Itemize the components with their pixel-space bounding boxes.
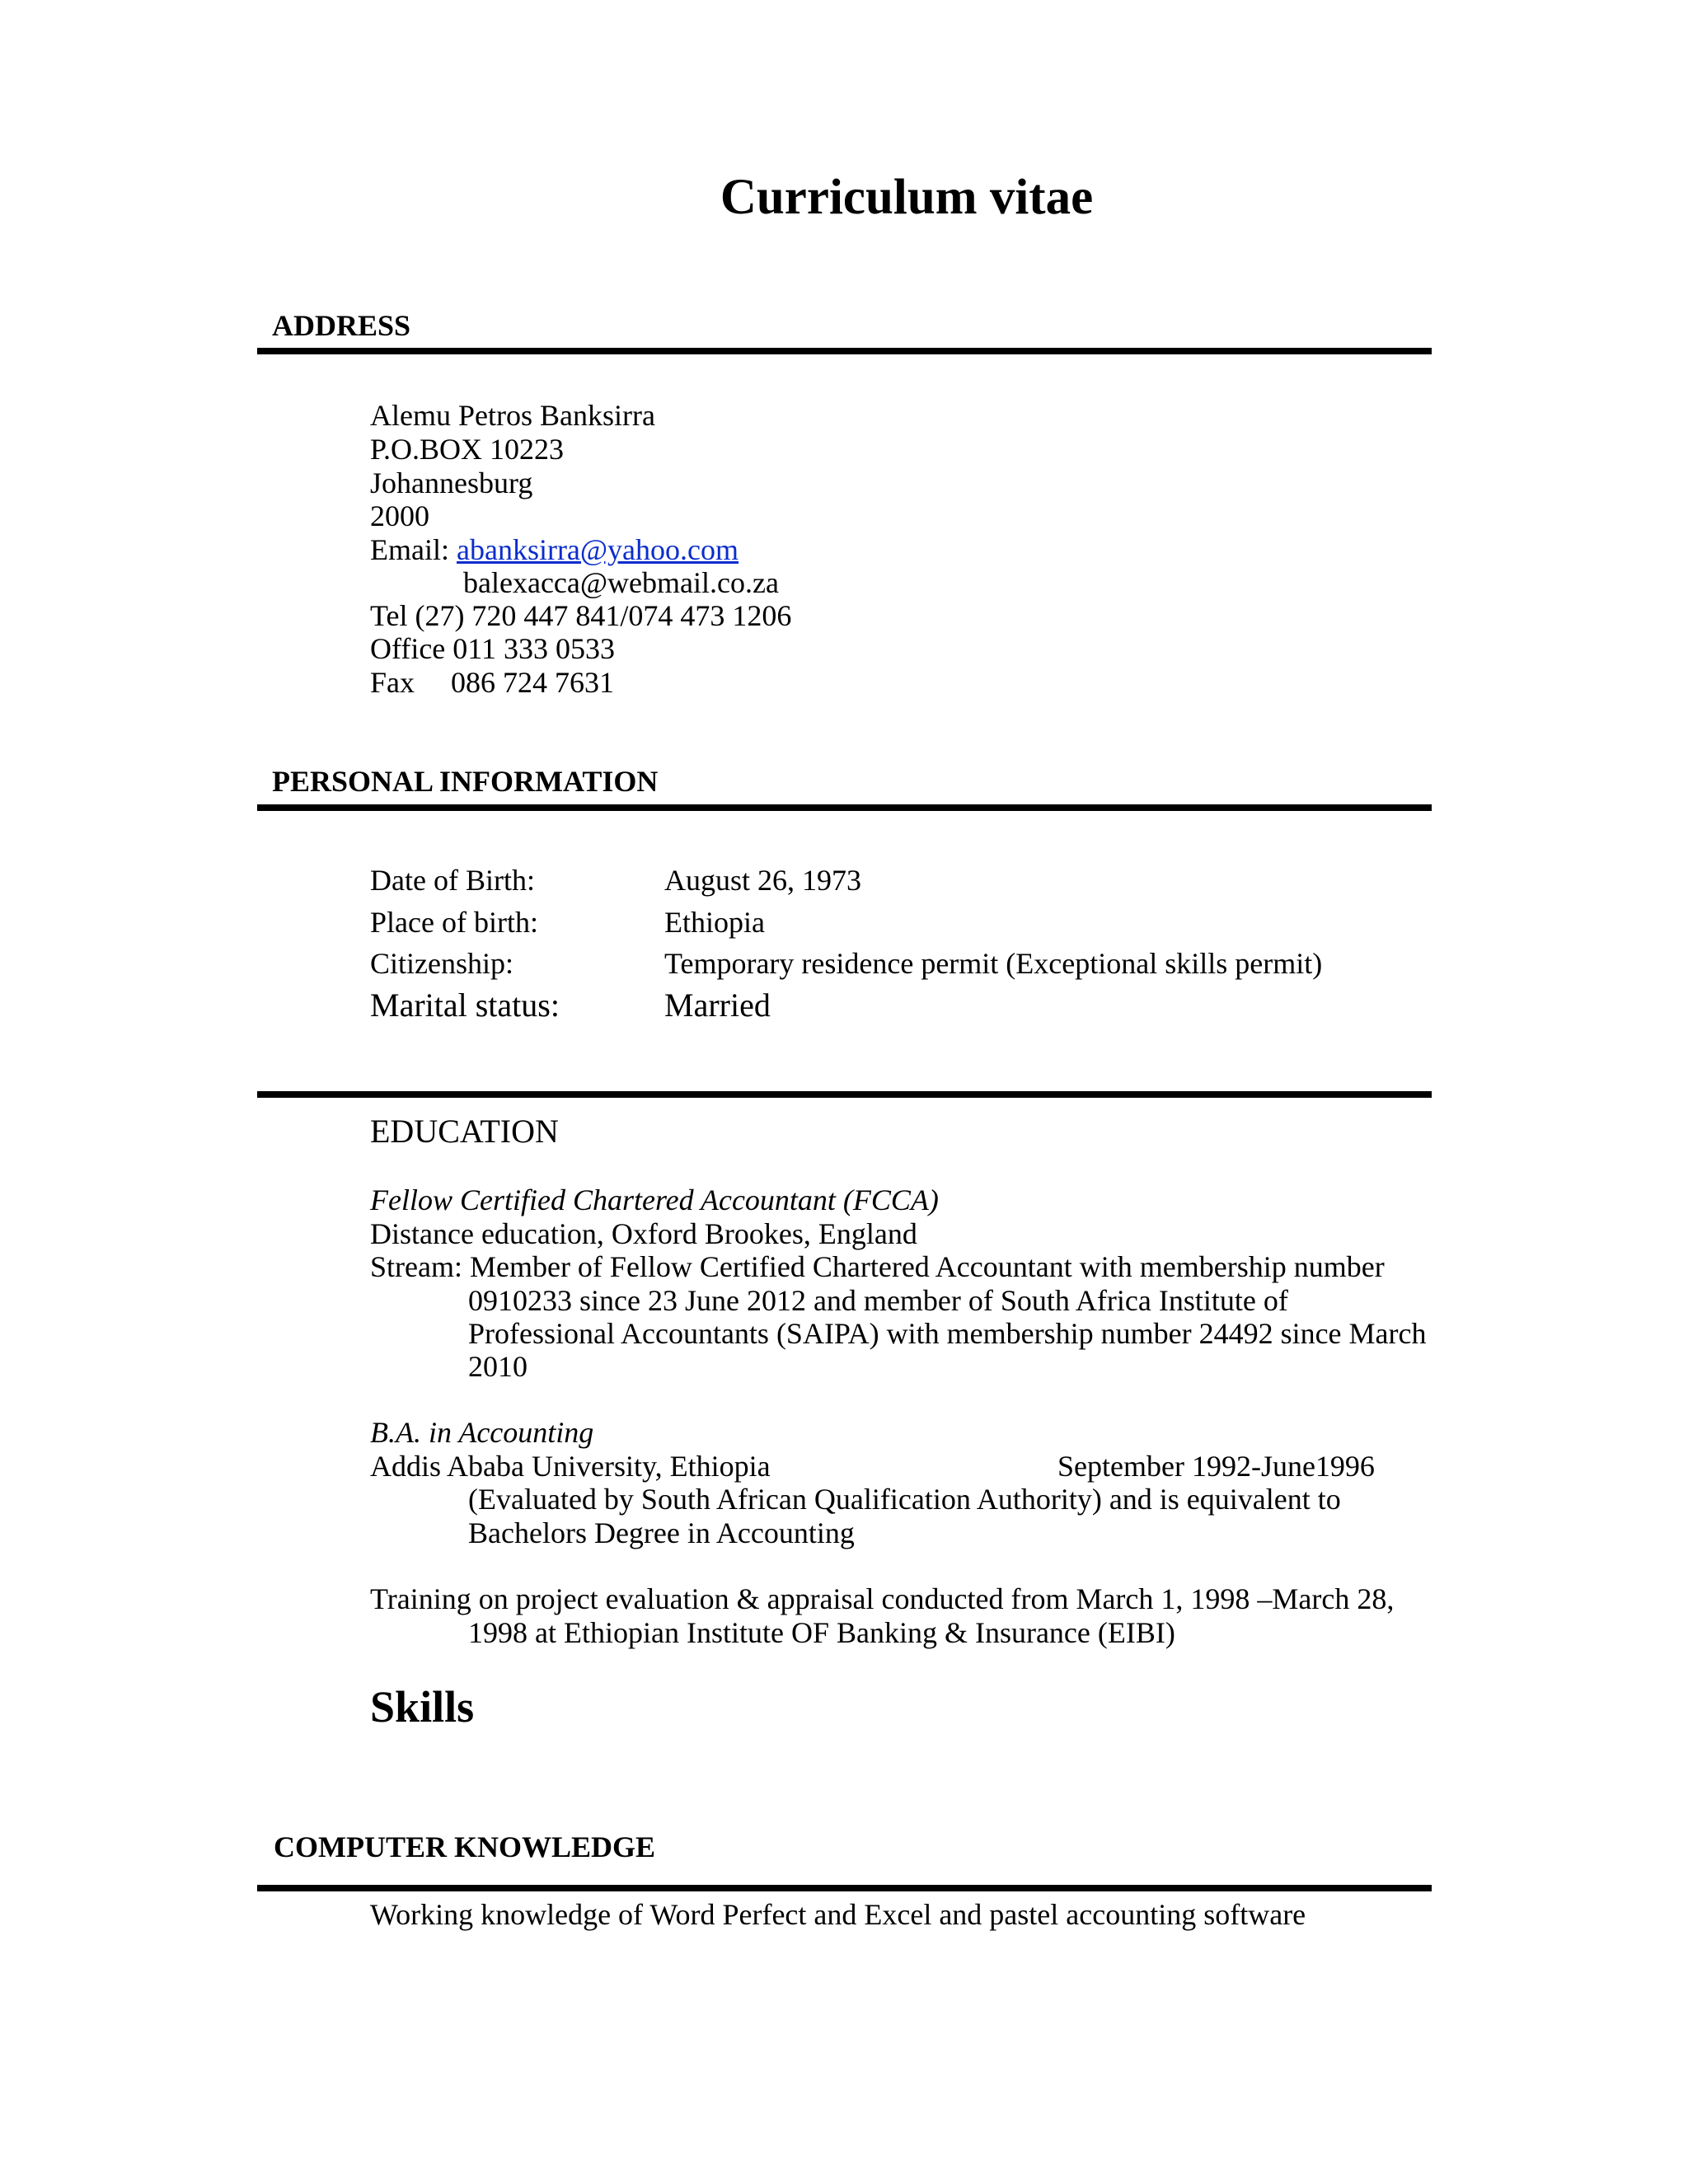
fcca-stream-line: 0910233 since 23 June 2012 and member of South Africa Institute of — [468, 1284, 1288, 1317]
ba-title: B.A. in Accounting — [370, 1416, 594, 1449]
ba-note-line: Bachelors Degree in Accounting — [468, 1516, 855, 1549]
address-fax-number: 086 724 7631 — [451, 666, 614, 699]
email-label: Email: — [370, 533, 457, 566]
address-postal-code: 2000 — [370, 499, 429, 532]
address-fax-label: Fax — [370, 666, 415, 699]
address-office: Office 011 333 0533 — [370, 632, 615, 665]
personal-value: Married — [664, 987, 771, 1024]
skills-heading: Skills — [370, 1682, 475, 1732]
address-divider — [257, 348, 1432, 354]
education-heading: EDUCATION — [370, 1113, 559, 1150]
personal-divider — [257, 804, 1432, 811]
fcca-stream-line: Professional Accountants (SAIPA) with membership number 24492 since March — [468, 1317, 1427, 1350]
email-secondary: balexacca@webmail.co.za — [463, 566, 779, 599]
computer-text: Working knowledge of Word Perfect and Excel and pastel accounting software — [370, 1898, 1306, 1931]
fcca-stream-line: 2010 — [468, 1350, 528, 1383]
address-name: Alemu Petros Banksirra — [370, 399, 655, 432]
fcca-school: Distance education, Oxford Brookes, England — [370, 1217, 917, 1250]
address-city: Johannesburg — [370, 466, 533, 499]
address-tel: Tel (27) 720 447 841/074 473 1206 — [370, 599, 792, 632]
computer-heading: COMPUTER KNOWLEDGE — [274, 1830, 656, 1863]
personal-heading: PERSONAL INFORMATION — [272, 765, 659, 798]
address-heading: ADDRESS — [272, 309, 411, 342]
ba-school: Addis Ababa University, Ethiopia — [370, 1450, 771, 1483]
personal-value: Ethiopia — [664, 906, 765, 939]
personal-label: Date of Birth: — [370, 864, 535, 897]
education-divider — [257, 1091, 1432, 1098]
personal-label: Marital status: — [370, 987, 560, 1024]
personal-label: Place of birth: — [370, 906, 538, 939]
personal-value: August 26, 1973 — [664, 864, 862, 897]
email-primary-link[interactable]: abanksirra@yahoo.com — [456, 533, 739, 566]
personal-label: Citizenship: — [370, 947, 513, 980]
page-title: Curriculum vitae — [720, 170, 1094, 225]
address-email-row — [370, 533, 738, 567]
training-line: 1998 at Ethiopian Institute OF Banking & Insurance (EIBI) — [468, 1616, 1175, 1649]
computer-divider — [257, 1885, 1432, 1891]
personal-value: Temporary residence permit (Exceptional skills permit) — [664, 947, 1323, 980]
fcca-title: Fellow Certified Chartered Accountant (FCCA) — [370, 1183, 939, 1216]
ba-note-line: (Evaluated by South African Qualification Authority) and is equivalent to — [468, 1483, 1341, 1516]
address-po-box: P.O.BOX 10223 — [370, 433, 565, 466]
fcca-stream-line: Stream: Member of Fellow Certified Chartered Accountant with membership number — [370, 1250, 1385, 1283]
ba-dates: September 1992-June1996 — [1057, 1450, 1375, 1483]
training-line: Training on project evaluation & appraisal conducted from March 1, 1998 –March 28, — [370, 1582, 1395, 1615]
